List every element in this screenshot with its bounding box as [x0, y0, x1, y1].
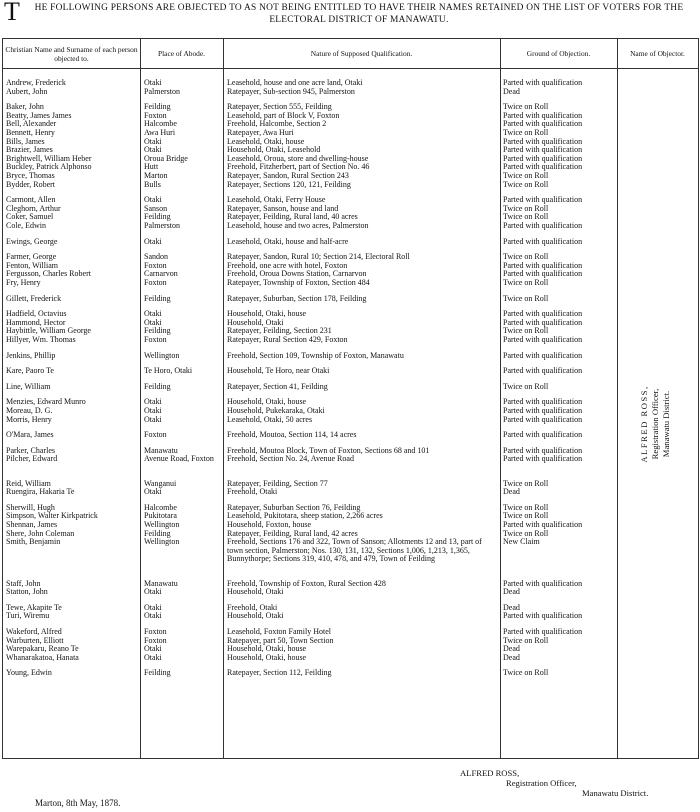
- column-header-objector: Name of Objector.: [617, 39, 698, 69]
- signature-name: ALFRED ROSS,: [460, 768, 520, 778]
- qualification: Leasehold, part of Block V, Foxton: [227, 111, 340, 120]
- place-of-abode: Halcombe: [144, 120, 177, 129]
- place-of-abode: Feilding: [144, 213, 171, 222]
- ground-of-objection: Twice on Roll: [503, 529, 549, 538]
- voter-name: Wakeford, Alfred: [6, 628, 62, 636]
- place-of-abode: Otaki: [144, 488, 162, 497]
- qualification: Leasehold, Oroua, store and dwelling-house: [227, 154, 369, 163]
- voter-name: Menzies, Edward Munro: [6, 398, 86, 407]
- voter-name: Whanarakatoa, Hanata: [6, 653, 79, 662]
- qualification: Ratepayer, Feilding, Rural land, 42 acres: [227, 529, 358, 538]
- voter-name: Haybittle, William George: [6, 327, 91, 336]
- voter-name: Coker, Samuel: [6, 213, 54, 222]
- ground-of-objection: Parted with qualification: [503, 336, 583, 344]
- qualification: Freehold, Oroua Downs Station, Carnarvon: [227, 270, 367, 279]
- place-of-abode: Bulls: [144, 180, 161, 189]
- ground-of-objection: Twice on Roll: [503, 669, 549, 678]
- ground-of-objection: Parted with qualification: [503, 446, 583, 455]
- ground-of-objection: Parted with qualification: [503, 579, 583, 588]
- voter-name: Simpson, Walter Kirkpatrick: [6, 512, 98, 521]
- column-divider: [500, 39, 501, 758]
- heading-text: HE FOLLOWING PERSONS ARE OBJECTED TO AS NOT BEING ENTITLED TO HAVE THEIR NAMES RETAINED ON THE LIST OF VOTERS FOR THE ELECTORAL DISTRICT OF MANAWATU.: [34, 3, 684, 25]
- place-of-abode: Wanganui: [144, 479, 177, 488]
- place-of-abode: Foxton: [144, 628, 167, 636]
- objector-name: ALFRED ROSS,: [639, 385, 649, 463]
- voter-name: Brazier, James: [6, 146, 53, 155]
- voter-name: Statton, John: [6, 588, 48, 597]
- place-of-abode: Halcombe: [144, 503, 177, 512]
- ground-of-objection: Parted with qualification: [503, 196, 583, 205]
- voter-name: Bryce, Thomas: [6, 172, 55, 180]
- ground-of-objection: Dead: [503, 588, 520, 597]
- place-of-abode: Foxton: [144, 279, 167, 287]
- qualification: Household, Foxton, house: [227, 521, 311, 529]
- qualification: Household, Otaki, Leasehold: [227, 146, 321, 155]
- voter-name: Cleghorn, Arthur: [6, 204, 61, 213]
- column-divider: [140, 39, 141, 758]
- voter-name: Jenkins, Phillip: [6, 351, 56, 360]
- objection-table: [2, 38, 699, 759]
- qualification: Household, Otaki, house: [227, 310, 307, 319]
- place-of-abode: Otaki: [144, 415, 162, 424]
- voter-name: Fergusson, Charles Robert: [6, 270, 91, 279]
- ground-of-objection: Parted with qualification: [503, 367, 583, 376]
- voter-name: Gillett, Frederick: [6, 294, 62, 303]
- place-of-abode: Manawatu: [144, 446, 178, 455]
- voter-name: Beatty, James James: [6, 111, 72, 120]
- qualification: Household, Otaki, house: [227, 645, 307, 654]
- place-of-abode: Otaki: [144, 196, 162, 205]
- column-header-qualification: Nature of Supposed Qualification.: [223, 39, 500, 69]
- voter-name: Morris, Henry: [6, 415, 52, 424]
- ground-of-objection: Parted with qualification: [503, 310, 583, 319]
- ground-of-objection: New Claim: [503, 538, 540, 547]
- place-of-abode: Feilding: [144, 529, 171, 538]
- qualification: Ratepayer, Sub-section 945, Palmerston: [227, 87, 355, 96]
- voter-name: Fry, Henry: [6, 279, 41, 287]
- place-of-abode: Wellington: [144, 521, 180, 529]
- column-divider: [223, 39, 224, 758]
- qualification: Household, Otaki, house: [227, 398, 307, 407]
- voter-name: Reid, William: [6, 479, 51, 488]
- ground-of-objection: Parted with qualification: [503, 612, 583, 621]
- ground-of-objection: Twice on Roll: [503, 327, 549, 336]
- qualification: Ratepayer, Section 41, Feilding: [227, 382, 328, 391]
- ground-of-objection: Parted with qualification: [503, 351, 583, 360]
- qualification: Freehold, Section 109, Township of Foxton, Manawatu: [227, 351, 404, 360]
- place-of-abode: Manawatu: [144, 579, 178, 588]
- qualification: Household, Otaki: [227, 588, 284, 597]
- voter-name: Bennett, Henry: [6, 129, 55, 137]
- place-of-abode: Feilding: [144, 382, 171, 391]
- voter-name: Bydder, Robert: [6, 180, 56, 189]
- voter-name: Warepakaru, Reano Te: [6, 645, 79, 654]
- ground-of-objection: Parted with qualification: [503, 222, 583, 230]
- place-of-abode: Oroua Bridge: [144, 154, 188, 163]
- voter-name: Pilcher, Edward: [6, 455, 58, 464]
- ground-of-objection: Twice on Roll: [503, 204, 549, 213]
- voter-name: Line, William: [6, 382, 51, 391]
- ground-of-objection: Parted with qualification: [503, 154, 583, 163]
- ground-of-objection: Twice on Roll: [503, 636, 549, 645]
- voter-name: Ewings, George: [6, 237, 58, 246]
- ground-of-objection: Dead: [503, 653, 520, 662]
- voter-name: Staff, John: [6, 579, 41, 588]
- ground-of-objection: Twice on Roll: [503, 253, 549, 262]
- ground-of-objection: Parted with qualification: [503, 407, 583, 415]
- qualification: Ratepayer, Sanson, house and land: [227, 204, 339, 213]
- ground-of-objection: Parted with qualification: [503, 415, 583, 424]
- ground-of-objection: Twice on Roll: [503, 172, 549, 180]
- signature-district: Manawatu District.: [582, 788, 649, 798]
- voter-name: Moreau, D. G.: [6, 407, 53, 415]
- place-of-abode: Feilding: [144, 669, 171, 678]
- objector-title: Registration Officer,: [650, 388, 660, 460]
- place-of-abode: Otaki: [144, 318, 162, 327]
- ground-of-objection: Twice on Roll: [503, 382, 549, 391]
- qualification: Household, Otaki: [227, 318, 284, 327]
- ground-of-objection: Twice on Roll: [503, 512, 549, 521]
- qualification: Ratepayer, Sandon, Rural Section 243: [227, 172, 349, 180]
- qualification: Ratepayer, Township of Foxton, Section 484: [227, 279, 370, 287]
- place-of-abode: Otaki: [144, 310, 162, 319]
- signature-title: Registration Officer,: [506, 778, 577, 788]
- place-of-abode: Foxton: [144, 261, 167, 270]
- qualification: Ratepayer, part 50, Town Section: [227, 636, 334, 645]
- ground-of-objection: Twice on Roll: [503, 213, 549, 222]
- ground-of-objection: Dead: [503, 87, 520, 96]
- qualification: Leasehold, Pukitotara, sheep station, 2,266 acres: [227, 512, 383, 521]
- qualification: Ratepayer, Suburban, Section 178, Feilding: [227, 294, 367, 303]
- qualification: Household, Otaki, house: [227, 653, 307, 662]
- ground-of-objection: Parted with qualification: [503, 120, 583, 129]
- ground-of-objection: Dead: [503, 488, 520, 497]
- qualification: Leasehold, Foxton Family Hotel: [227, 628, 331, 636]
- place-of-abode: Pukitotara: [144, 512, 177, 521]
- voter-name: Young, Edwin: [6, 669, 52, 678]
- voter-name: Fenton, William: [6, 261, 58, 270]
- place-of-abode: Hutt: [144, 163, 159, 172]
- ground-of-objection: Parted with qualification: [503, 455, 583, 464]
- place-of-abode: Otaki: [144, 612, 162, 621]
- qualification: Household, Pukekaraka, Otaki: [227, 407, 325, 415]
- place-of-abode: Te Horo, Otaki: [144, 367, 193, 376]
- column-header-abode: Place of Abode.: [140, 39, 223, 69]
- place-of-abode: Wellington: [144, 538, 180, 547]
- voter-name: Bell, Alexander: [6, 120, 57, 129]
- ground-of-objection: Dead: [503, 645, 520, 654]
- place-of-abode: Feilding: [144, 103, 171, 112]
- qualification: Ratepayer, Rural Section 429, Foxton: [227, 336, 348, 344]
- place-of-abode: Otaki: [144, 653, 162, 662]
- qualification: Ratepayer, Section 555, Feilding: [227, 103, 332, 112]
- place-of-abode: Palmerston: [144, 222, 180, 230]
- qualification: Freehold, Moutoa Block, Town of Foxton, Sections 68 and 101: [227, 446, 430, 455]
- qualification: Freehold, Sections 176 and 322, Town of Sanson; Allotments 12 and 13, part of town section, Palmerston; Nos. 130, 131, 132, Sections 1,006, 1,213, 1,365, Bunnythorpe; Sections 319, 410, 478, and 479, Town of Feilding: [227, 538, 482, 564]
- place-of-abode: Sanson: [144, 204, 168, 213]
- qualification: Leasehold, Otaki, house and half-acre: [227, 237, 349, 246]
- place-of-abode: Foxton: [144, 431, 167, 440]
- qualification: Freehold, Otaki: [227, 488, 278, 497]
- qualification: Household, Te Horo, near Otaki: [227, 367, 330, 376]
- qualification: Ratepayer, Feilding, Section 77: [227, 479, 328, 488]
- signature-block: [460, 768, 648, 798]
- qualification: Leasehold, house and two acres, Palmerston: [227, 222, 369, 230]
- place-of-abode: Otaki: [144, 137, 162, 146]
- ground-of-objection: Twice on Roll: [503, 129, 549, 137]
- place-of-abode: Feilding: [144, 327, 171, 336]
- ground-of-objection: Parted with qualification: [503, 237, 583, 246]
- voter-name: Smith, Benjamin: [6, 538, 61, 547]
- column-divider: [617, 39, 618, 758]
- place-of-abode: Otaki: [144, 79, 162, 87]
- place-of-abode: Carnarvon: [144, 270, 178, 279]
- qualification: Freehold, Otaki: [227, 603, 278, 612]
- qualification: Ratepayer, Feilding, Section 231: [227, 327, 332, 336]
- qualification: Freehold, Fitzherbert, part of Section No. 46: [227, 163, 370, 172]
- ground-of-objection: Parted with qualification: [503, 111, 583, 120]
- voter-name: Ruengira, Hakaria Te: [6, 488, 75, 497]
- place-of-abode: Otaki: [144, 603, 162, 612]
- place-of-abode: Wellington: [144, 351, 180, 360]
- place-of-abode: Foxton: [144, 111, 167, 120]
- qualification: Leasehold, Otaki, 50 acres: [227, 415, 313, 424]
- objector-district: Manawatu District.: [661, 390, 671, 458]
- ground-of-objection: Twice on Roll: [503, 503, 549, 512]
- voter-name: Tewe, Akapite Te: [6, 603, 62, 612]
- place-of-abode: Marton: [144, 172, 168, 180]
- ground-of-objection: Twice on Roll: [503, 103, 549, 112]
- voter-name: Brightwell, William Heber: [6, 154, 92, 163]
- voter-name: Parker, Charles: [6, 446, 55, 455]
- voter-name: Aubert, John: [6, 87, 48, 96]
- qualification: Ratepayer, Suburban Section 76, Feilding: [227, 503, 361, 512]
- qualification: Freehold, Township of Foxton, Rural Section 428: [227, 579, 386, 588]
- qualification: Freehold, Section No. 24, Avenue Road: [227, 455, 354, 464]
- place-of-abode: Foxton: [144, 336, 167, 344]
- objector-vertical-text: [639, 289, 685, 559]
- ground-of-objection: Parted with qualification: [503, 137, 583, 146]
- qualification: Ratepayer, Section 112, Feilding: [227, 669, 332, 678]
- column-header-ground: Ground of Objection.: [500, 39, 617, 69]
- place-of-abode: Otaki: [144, 645, 162, 654]
- voter-name: Farmer, George: [6, 253, 57, 262]
- ground-of-objection: Twice on Roll: [503, 479, 549, 488]
- place-of-abode: Avenue Road, Foxton: [144, 455, 214, 464]
- voter-name: Hammond, Hector: [6, 318, 66, 327]
- voter-name: Shennan, James: [6, 521, 58, 529]
- voter-name: Andrew, Frederick: [6, 79, 66, 87]
- ground-of-objection: Twice on Roll: [503, 279, 549, 287]
- voter-name: Buckley, Patrick Alphonso: [6, 163, 92, 172]
- voter-name: Warburten, Elliott: [6, 636, 64, 645]
- voter-name: Cole, Edwin: [6, 222, 46, 230]
- place-of-abode: Otaki: [144, 237, 162, 246]
- qualification: Freehold, Halcombe, Section 2: [227, 120, 327, 129]
- ground-of-objection: Parted with qualification: [503, 521, 583, 529]
- voter-name: Baker, John: [6, 103, 44, 112]
- qualification: Leasehold, Otaki, Ferry House: [227, 196, 326, 205]
- ground-of-objection: Twice on Roll: [503, 180, 549, 189]
- place-of-abode: Feilding: [144, 294, 171, 303]
- voter-name: O'Mara, James: [6, 431, 54, 440]
- voter-name: Kare, Paoro Te: [6, 367, 54, 376]
- column-header-name: Christian Name and Surname of each person objected to.: [3, 39, 140, 69]
- qualification: Ratepayer, Sections 120, 121, Feilding: [227, 180, 351, 189]
- ground-of-objection: Parted with qualification: [503, 628, 583, 636]
- ground-of-objection: Parted with qualification: [503, 261, 583, 270]
- place-of-abode: Foxton: [144, 636, 167, 645]
- place-of-abode: Otaki: [144, 398, 162, 407]
- qualification: Freehold, Moutoa, Section 114, 14 acres: [227, 431, 357, 440]
- place-of-abode: Otaki: [144, 407, 162, 415]
- heading-dropcap: T: [4, 0, 20, 26]
- qualification: Freehold, one acre with hotel, Foxton: [227, 261, 348, 270]
- place-of-abode: Awa Huri: [144, 129, 176, 137]
- ground-of-objection: Twice on Roll: [503, 294, 549, 303]
- qualification: Ratepayer, Feilding, Rural land, 40 acres: [227, 213, 358, 222]
- heading: [4, 0, 696, 26]
- place-date: Marton, 8th May, 1878.: [35, 798, 121, 808]
- place-of-abode: Otaki: [144, 588, 162, 597]
- ground-of-objection: Parted with qualification: [503, 79, 583, 87]
- objector-cell: [639, 289, 685, 559]
- ground-of-objection: Parted with qualification: [503, 270, 583, 279]
- voter-name: Hadfield, Octavius: [6, 310, 67, 319]
- voter-name: Carmont, Allen: [6, 196, 56, 205]
- ground-of-objection: Parted with qualification: [503, 146, 583, 155]
- voter-name: Turi, Wiremu: [6, 612, 50, 621]
- voter-name: Hillyer, Wm. Thomas: [6, 336, 76, 344]
- ground-of-objection: Dead: [503, 603, 520, 612]
- voter-name: Shere, John Coleman: [6, 529, 75, 538]
- qualification: Leasehold, house and one acre land, Otaki: [227, 79, 363, 87]
- qualification: Household, Otaki: [227, 612, 284, 621]
- ground-of-objection: Parted with qualification: [503, 398, 583, 407]
- place-of-abode: Otaki: [144, 146, 162, 155]
- voter-name: Bills, James: [6, 137, 45, 146]
- ground-of-objection: Parted with qualification: [503, 318, 583, 327]
- ground-of-objection: Parted with qualification: [503, 431, 583, 440]
- place-of-abode: Palmerston: [144, 87, 180, 96]
- qualification: Ratepayer, Awa Huri: [227, 129, 294, 137]
- qualification: Leasehold, Otaki, house: [227, 137, 305, 146]
- voter-name: Sherwill, Hugh: [6, 503, 55, 512]
- qualification: Ratepayer, Sandon, Rural 10; Section 214, Electoral Roll: [227, 253, 410, 262]
- ground-of-objection: Parted with qualification: [503, 163, 583, 172]
- place-of-abode: Sandon: [144, 253, 168, 262]
